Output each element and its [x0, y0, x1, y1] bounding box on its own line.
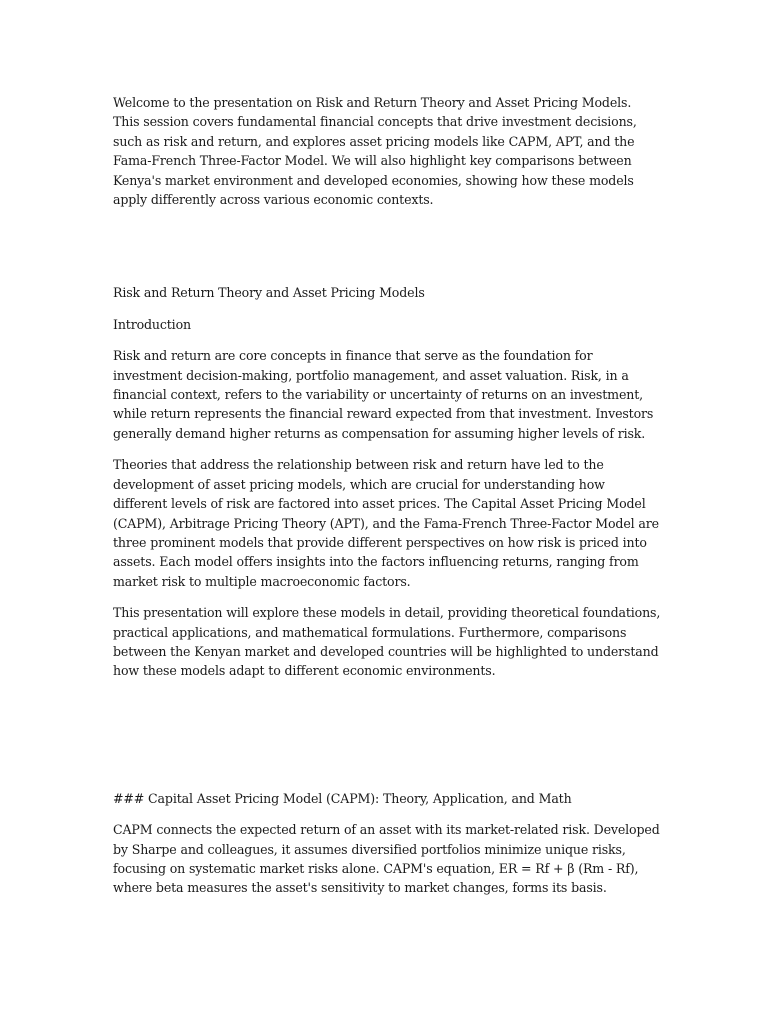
- capm-heading: ### Capital Asset Pricing Model (CAPM): Theory, Application, and Math: [113, 790, 572, 806]
- introduction-heading: Introduction: [113, 316, 191, 332]
- body-paragraph-risk-return: Risk and return are core concepts in finance that serve as the foundation for investment decision-making, portfolio management, and asset valuation. Risk, in a financial context, refers to the variability or uncertainty of returns on an investment, while return represents the financial reward expected from that investment. Investors generally demand higher returns as compensation for assuming higher levels of risk.: [113, 348, 654, 441]
- body-paragraph-pricing-models: Theories that address the relationship between risk and return have led to the development of asset pricing models, which are crucial for understanding how different levels of risk are factored into asset prices. The Capital Asset Pricing Model (CAPM), Arbitrage Pricing Theory (APT), and the Fama-French Three-Factor Model are three prominent models that provide different perspectives on how risk is priced into assets. Each model offers insights into the factors influencing returns, ranging from market risk to multiple macroeconomic factors.: [113, 457, 659, 589]
- capm-paragraph: CAPM connects the expected return of an asset with its market-related risk. Developed by Sharpe and colleagues, it assumes diversified portfolios minimize unique risks, focusing on systematic market risks alone. CAPM's equation, ER = Rf + β (Rm - Rf), where beta measures the asset's sensitivity to market changes, forms its basis.: [113, 822, 660, 896]
- intro-paragraph: Welcome to the presentation on Risk and Return Theory and Asset Pricing Models. This session covers fundamental financial concepts that drive investment decisions, such as risk and return, and explores asset pricing models like CAPM, APT, and the Fama-French Three-Factor Model. We will also highlight key comparisons between Kenya's market environment and developed economies, showing how these models apply differently across various economic contexts.: [113, 95, 637, 208]
- document-title: Risk and Return Theory and Asset Pricing Models: [113, 285, 425, 301]
- document-page: [113, 93, 661, 898]
- body-paragraph-presentation-scope: This presentation will explore these models in detail, providing theoretical foundations, practical applications, and mathematical formulations. Furthermore, comparisons between the Kenyan market and developed countries will be highlighted to understand how these models adapt to different economic environments.: [113, 605, 661, 679]
